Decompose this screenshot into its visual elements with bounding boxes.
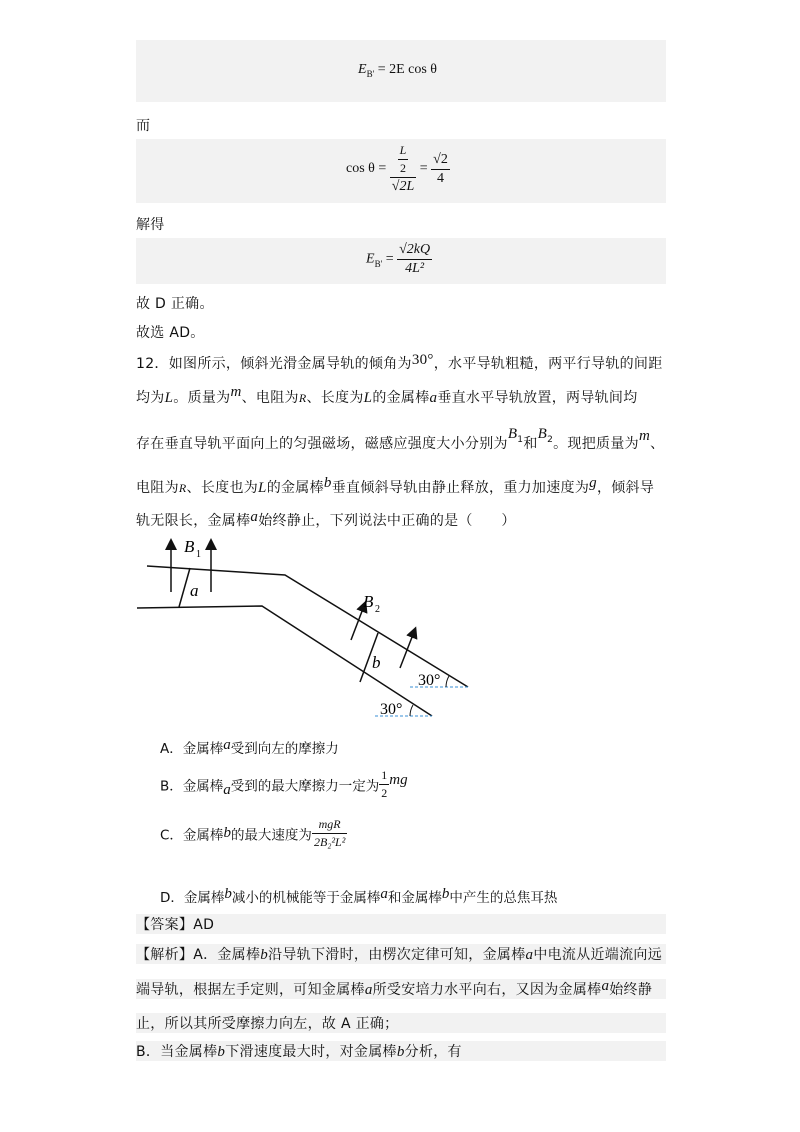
- angle-arc-top: [446, 676, 449, 687]
- label-b: b: [372, 653, 381, 672]
- label-a: a: [190, 581, 199, 600]
- line-choose-ad: 故选 AD。: [136, 325, 205, 341]
- lower-rail: [137, 606, 432, 716]
- question-line-1: 12．如图所示，倾斜光滑金属导轨的倾角为30°，水平导轨粗糙，两平行导轨的间距: [136, 352, 663, 372]
- option-b: B．金属棒a受到的最大摩擦力一定为 $\frac{1}{2}$ mg: [160, 768, 408, 800]
- label-b2-sub: 2: [375, 604, 380, 615]
- equation-cos-theta: cos θ = $\frac{\frac{L}{2}}{√2L}$ = $\frac{√2}{4}$: [346, 143, 448, 194]
- line-d-correct: 故 D 正确。: [136, 296, 214, 312]
- rod-a: [179, 568, 190, 607]
- label-b1: B: [184, 537, 195, 556]
- rail-diagram: [0, 530, 800, 760]
- analysis-line-4: B．当金属棒b下滑速度最大时，对金属棒b分析，有: [136, 1041, 666, 1061]
- equation-e-b-prime: $E_{B'} = 2E$ cos θ: [358, 62, 438, 79]
- question-line-2: 均为L。质量为m、电阻为R、长度为L的金属棒a垂直水平导轨放置，两导轨间均: [136, 384, 638, 406]
- question-line-4: 电阻为R、长度也为L的金属棒b垂直倾斜导轨由静止释放，重力加速度为g，倾斜导: [136, 475, 655, 496]
- label-angle-top: 30°: [418, 672, 441, 689]
- analysis-line-2: 端导轨，根据左手定则，可知金属棒a所受安培力水平向右，又因为金属棒a始终静: [136, 979, 666, 999]
- option-a: A．金属棒a受到向左的摩擦力: [160, 737, 339, 757]
- equation-result: $E_{B'}$ = $\frac{√2kQ}{\text{4L²}}$: [366, 242, 431, 276]
- angle-arc-bottom: [410, 705, 413, 716]
- analysis-line-3: 止，所以其所受摩擦力向左，故 A 正确；: [136, 1013, 666, 1033]
- answer-line: 【答案】AD: [136, 914, 666, 934]
- equation-box-2: [136, 139, 666, 203]
- label-angle-bottom: 30°: [380, 701, 403, 718]
- label-b2: B: [363, 592, 374, 611]
- word-er: 而: [136, 118, 151, 134]
- question-line-3: 存在垂直导轨平面向上的匀强磁场，磁感应强度大小分别为$B^1$和$B^2$。现把质量为m、: [136, 426, 665, 452]
- word-jiede: 解得: [136, 217, 165, 233]
- equation-box-1: [136, 40, 666, 102]
- analysis-line-1: 【解析】A．金属棒b沿导轨下滑时，由楞次定律可知，金属棒a中电流从近端流向远: [136, 944, 666, 964]
- question-line-5: 轨无限长，金属棒a始终静止，下列说法中正确的是（ ）: [136, 509, 516, 529]
- label-b1-sub: 1: [196, 549, 201, 560]
- equation-box-3: [136, 238, 666, 284]
- option-c: C．金属棒b的最大速度为 $\frac{\text{mgR}}{\text{2B₂²L²}}$: [160, 817, 346, 849]
- option-d: D．金属棒b减小的机械能等于金属棒a和金属棒b中产生的总焦耳热: [160, 886, 558, 906]
- b2-arrow-right: [400, 632, 414, 668]
